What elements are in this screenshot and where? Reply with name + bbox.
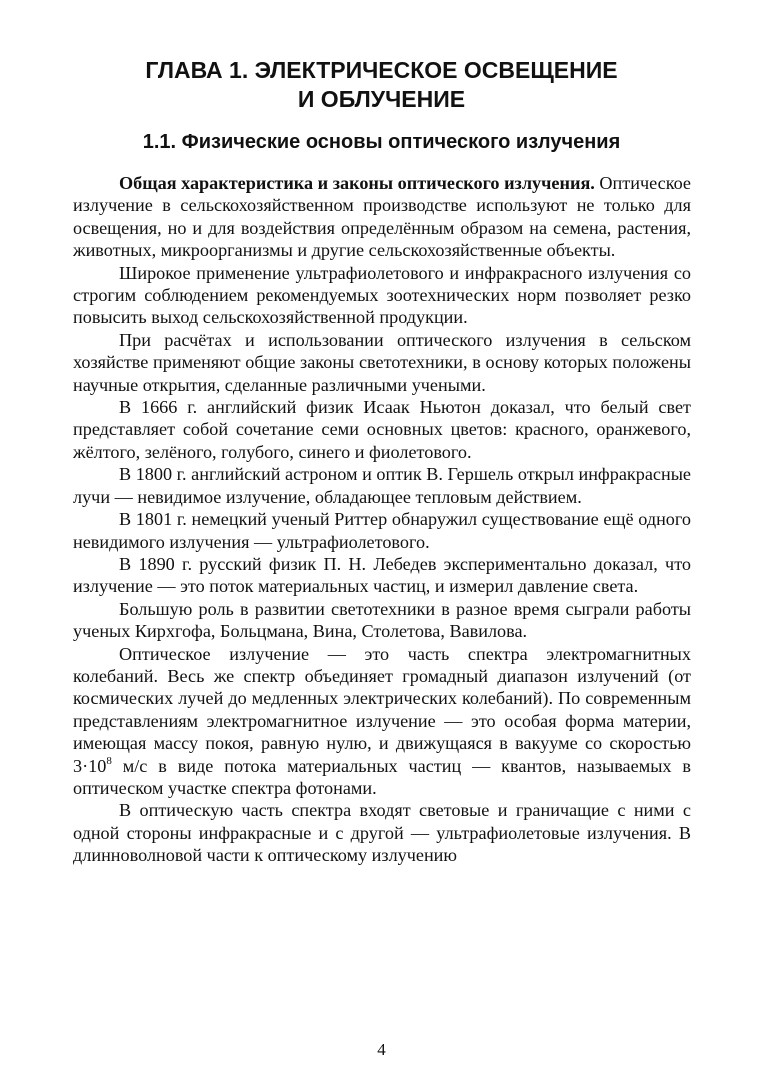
paragraph-2: Широкое применение ультрафиолетового и инфракрасного излучения со строгим соблюдением рекомендуемых зоотехнических норм позволяет резко повысить выход сельскохозяйственной продукции. <box>73 262 691 328</box>
paragraph-9 <box>73 643 691 800</box>
paragraph-9-text-after: м/с в виде потока материальных частиц — квантов, называемых в оптическом участке спектра фотонами. <box>73 755 691 798</box>
paragraph-9-text-before: Оптическое излучение — это часть спектра электромагнитных колебаний. Весь же спектр объединяет громадный диапазон излучений (от космических лучей до медленных электрических колебаний). По современным представлениям электромагнитное излучение — это особая форма материи, имеющая массу покоя, равную нулю, и движущаяся в вакууме со скоростью 3·10 <box>73 643 691 776</box>
paragraph-1-text: Оптическое излучение в сельскохозяйственном производстве используют не только для освещения, но и для воздействия определённым образом на семена, растения, животных, микроорганизмы и другие сельскохозяйственные объекты. <box>73 173 691 261</box>
paragraph-7: В 1890 г. русский физик П. Н. Лебедев экспериментально доказал, что излучение — это поток материальных частиц, и измерил давление света. <box>73 553 691 597</box>
section-title: 1.1. Физические основы оптического излучения <box>142 131 621 153</box>
chapter-title-line-2: И ОБЛУЧЕНИЕ <box>297 86 466 112</box>
paragraph-6: В 1801 г. немецкий ученый Риттер обнаружил существование ещё одного невидимого излучения — ультрафиолетового. <box>73 509 691 552</box>
chapter-title-line-1: ГЛАВА 1. ЭЛЕКТРИЧЕСКОЕ ОСВЕЩЕНИЕ <box>145 57 618 83</box>
paragraph-4: В 1666 г. английский физик Исаак Ньютон доказал, что белый свет представляет собой сочетание семи основных цветов: красного, оранжевого, жёлтого, зелёного, голубого, синего и фиолетового. <box>73 397 691 462</box>
paragraph-1 <box>73 172 691 262</box>
paragraph-3: При расчётах и использовании оптического излучения в сельском хозяйстве применяют общие законы светотехники, в основу которых положены научные открытия, сделанные различными учеными. <box>73 329 691 395</box>
paragraph-5: В 1800 г. английский астроном и оптик В. Гершель открыл инфракрасные лучи — невидимое излучение, обладающее тепловым действием. <box>73 464 691 507</box>
paragraph-8: Большую роль в развитии светотехники в разное время сыграли работы ученых Кирхгофа, Больцмана, Вина, Столетова, Вавилова. <box>73 598 691 642</box>
page-number: 4 <box>377 1040 386 1059</box>
chapter-title <box>70 56 693 114</box>
paragraph-10: В оптическую часть спектра входят световые и граничащие с ними с одной стороны инфракрасные и с другой — ультрафиолетовые излучения. В длинноволновой части к оптическому излучению <box>73 800 691 866</box>
speed-exponent: 8 <box>106 754 112 767</box>
body-text <box>73 172 691 867</box>
paragraph-1-lead: Общая характеристика и законы оптического излучения. <box>119 173 595 193</box>
